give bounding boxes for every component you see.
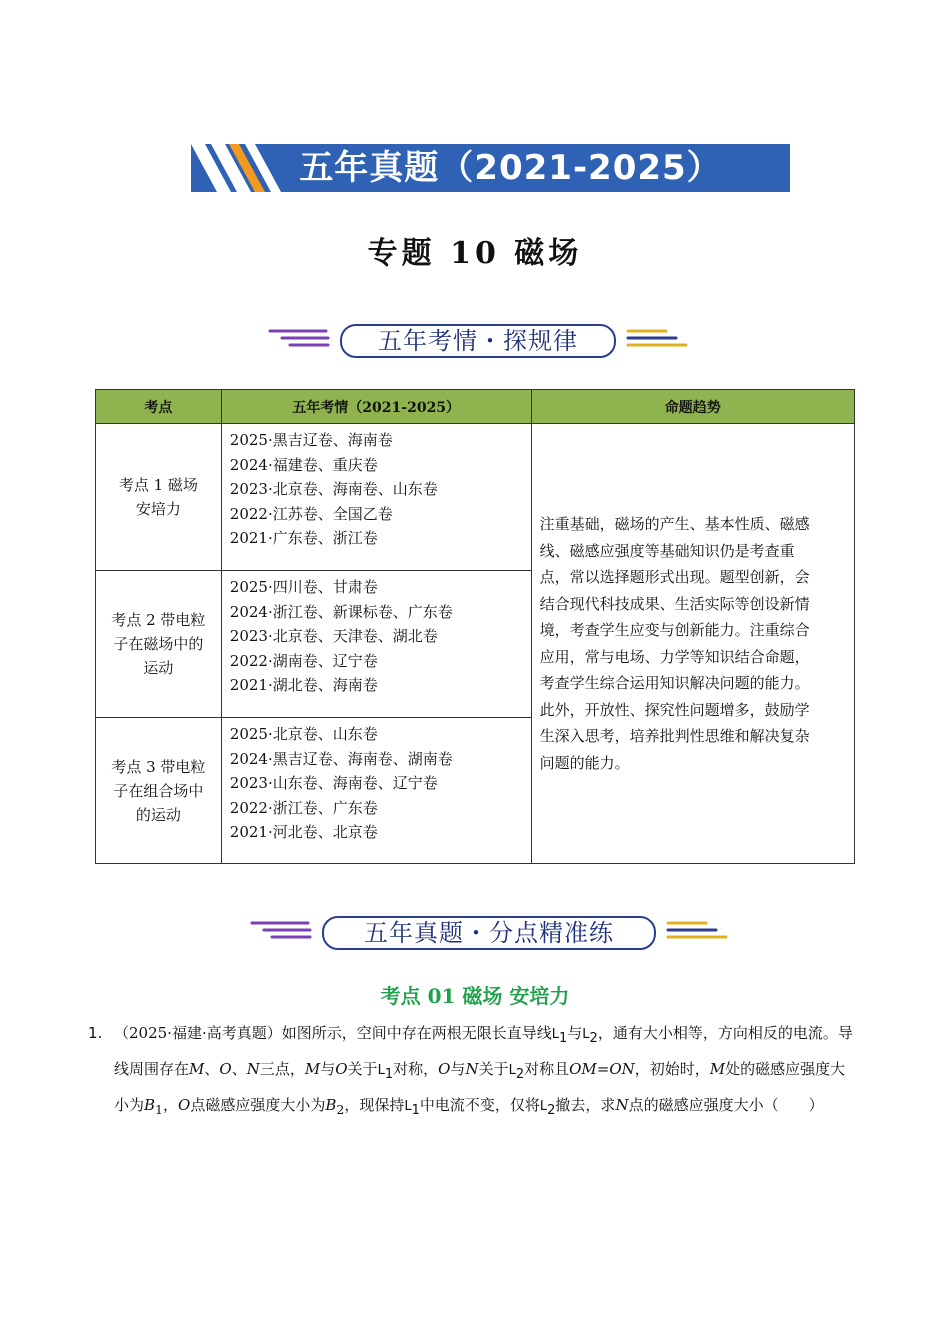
symbol-L: L — [582, 1027, 590, 1042]
text: 与 — [450, 1060, 466, 1078]
symbol-B: B — [144, 1096, 156, 1114]
symbol-O: O — [219, 1060, 232, 1078]
header-topic: 考点 — [96, 390, 222, 424]
trend-line: 此外，开放性、探究性问题增多，鼓励学 — [539, 700, 810, 719]
year-line: 2024·福建卷、重庆卷 — [229, 455, 378, 474]
section1-pill: 五年考情・探规律 — [340, 324, 616, 358]
text: 与 — [320, 1060, 336, 1078]
top-banner — [191, 144, 790, 192]
subscript: 2 — [547, 1103, 556, 1118]
subscript: 2 — [336, 1102, 345, 1117]
topic-line: 考点 2 带电粒 — [111, 611, 206, 629]
year-line: 2023·北京卷、海南卷、山东卷 — [229, 480, 438, 499]
symbol-M: M — [709, 1060, 726, 1078]
topic-line: 运动 — [143, 659, 174, 677]
topic-line: 子在组合场中 — [113, 781, 204, 800]
topic-cell — [96, 571, 222, 718]
section2-pill: 五年真题・分点精准练 — [322, 916, 656, 950]
text: 、 — [204, 1060, 220, 1078]
subscript: 2 — [589, 1031, 598, 1046]
table-row — [96, 424, 855, 571]
topic-line: 子在磁场中的 — [113, 635, 204, 653]
symbol-L: L — [551, 1027, 559, 1042]
header-trend: 命题趋势 — [531, 390, 854, 424]
year-line: 2025·北京卷、山东卷 — [229, 725, 378, 743]
years-cell — [221, 571, 531, 718]
years-cell — [221, 424, 531, 571]
symbol-O: O — [438, 1060, 451, 1078]
year-line: 2024·黑吉辽卷、海南卷、湖南卷 — [229, 749, 453, 768]
left-lines-decoration — [250, 920, 312, 940]
topic-line: 安培力 — [135, 500, 181, 518]
trend-line: 注重基础，磁场的产生、基本性质、磁感 — [539, 515, 810, 533]
symbol-L: L — [377, 1063, 385, 1078]
text: 、 — [231, 1060, 247, 1078]
text: 撤去，求 — [555, 1096, 616, 1114]
text: 关于 — [478, 1060, 509, 1078]
text: 中电流不变，仅将 — [419, 1096, 540, 1114]
subscript: 2 — [515, 1067, 525, 1082]
trend-line: 应用，常与电场、力学等知识结合命题， — [539, 647, 810, 666]
symbol-N: N — [615, 1096, 629, 1114]
year-line: 2023·山东卷、海南卷、辽宁卷 — [229, 774, 438, 793]
trend-line: 结合现代科技成果、生活实际等创设新情 — [539, 594, 810, 613]
trend-line: 境，考查学生应变与创新能力。注重综合 — [539, 621, 810, 639]
symbol-O: O — [335, 1060, 348, 1078]
section-heading: 考点 01 磁场 安培力 — [380, 984, 570, 1008]
text: 如图所示，空间中存在两根无限长直导线 — [281, 1024, 552, 1042]
symbol-M: M — [304, 1060, 321, 1078]
right-lines-decoration — [626, 328, 690, 348]
table-header-row — [96, 390, 855, 424]
symbol-O: O — [178, 1096, 191, 1114]
question-number: 1. — [88, 1024, 103, 1042]
subscript: 1 — [411, 1103, 420, 1118]
symbol-N: N — [465, 1060, 479, 1078]
text: ， — [163, 1096, 179, 1114]
equation: OM=ON — [569, 1060, 635, 1078]
trend-line: 点，常以选择题形式出现。题型创新，会 — [539, 568, 810, 586]
topic-line: 考点 3 带电粒 — [111, 757, 206, 776]
exam-analysis-table — [95, 389, 855, 864]
trend-line: 线、磁感应强度等基础知识仍是考查重 — [539, 541, 795, 560]
text: 与 — [567, 1024, 583, 1042]
subscript: 1 — [384, 1067, 394, 1082]
symbol-N: N — [246, 1060, 260, 1078]
year-line: 2021·河北卷、北京卷 — [229, 823, 378, 842]
text: 对称， — [393, 1060, 439, 1078]
year-line: 2022·浙江卷、广东卷 — [229, 798, 378, 817]
year-line: 2021·广东卷、浙江卷 — [229, 529, 378, 548]
subscript: 1 — [155, 1102, 163, 1117]
trend-cell — [531, 424, 854, 864]
year-line: 2025·黑吉辽卷、海南卷 — [229, 431, 393, 449]
year-line: 2021·湖北卷、海南卷 — [229, 676, 378, 695]
subscript: 1 — [558, 1031, 568, 1046]
question-text — [114, 1018, 858, 1126]
text: 处的磁感应强度大小为 — [114, 1060, 846, 1114]
text: 点的磁感应强度大小（ ） — [628, 1096, 824, 1114]
year-line: 2023·北京卷、天津卷、湖北卷 — [229, 627, 438, 646]
year-line: 2022·湖南卷、辽宁卷 — [229, 651, 378, 670]
year-line: 2024·浙江卷、新课标卷、广东卷 — [229, 602, 453, 621]
section2-banner — [250, 914, 730, 954]
question-source: （2025·福建·高考真题） — [114, 1024, 282, 1042]
topic-cell — [96, 424, 222, 571]
question-1 — [88, 1018, 858, 1126]
text: 三点， — [259, 1060, 305, 1078]
topic-cell — [96, 718, 222, 864]
banner-title: 五年真题（2021-2025） — [299, 148, 722, 188]
symbol-L: L — [508, 1063, 516, 1078]
text: 点磁感应强度大小为 — [190, 1096, 326, 1114]
symbol-B: B — [325, 1096, 337, 1114]
topic-line: 的运动 — [135, 805, 181, 824]
right-lines-decoration — [666, 920, 730, 940]
section1-banner — [268, 322, 688, 362]
text: ，通有大小相等，方向相反的电流。导线周围存在 — [114, 1024, 853, 1078]
trend-line: 生深入思考，培养批判性思维和解决复杂 — [539, 727, 810, 745]
symbol-L: L — [539, 1099, 548, 1114]
text: 对称且 — [524, 1060, 570, 1078]
text: 关于 — [347, 1060, 378, 1078]
year-line: 2022·江苏卷、全国乙卷 — [229, 504, 393, 523]
trend-line: 问题的能力。 — [539, 753, 630, 772]
text: ，现保持 — [344, 1096, 405, 1114]
left-lines-decoration — [268, 328, 330, 348]
symbol-L: L — [404, 1099, 412, 1114]
trend-line: 考查学生综合运用知识解决问题的能力。 — [539, 674, 810, 692]
symbol-M: M — [189, 1060, 205, 1078]
topic-line: 考点 1 磁场 — [118, 476, 198, 494]
document-title: 专题 10 磁场 — [367, 236, 583, 271]
header-years: 五年考情（2021-2025） — [221, 390, 531, 424]
year-line: 2025·四川卷、甘肃卷 — [229, 578, 378, 596]
text: ，初始时， — [634, 1060, 710, 1078]
years-cell — [221, 718, 531, 864]
